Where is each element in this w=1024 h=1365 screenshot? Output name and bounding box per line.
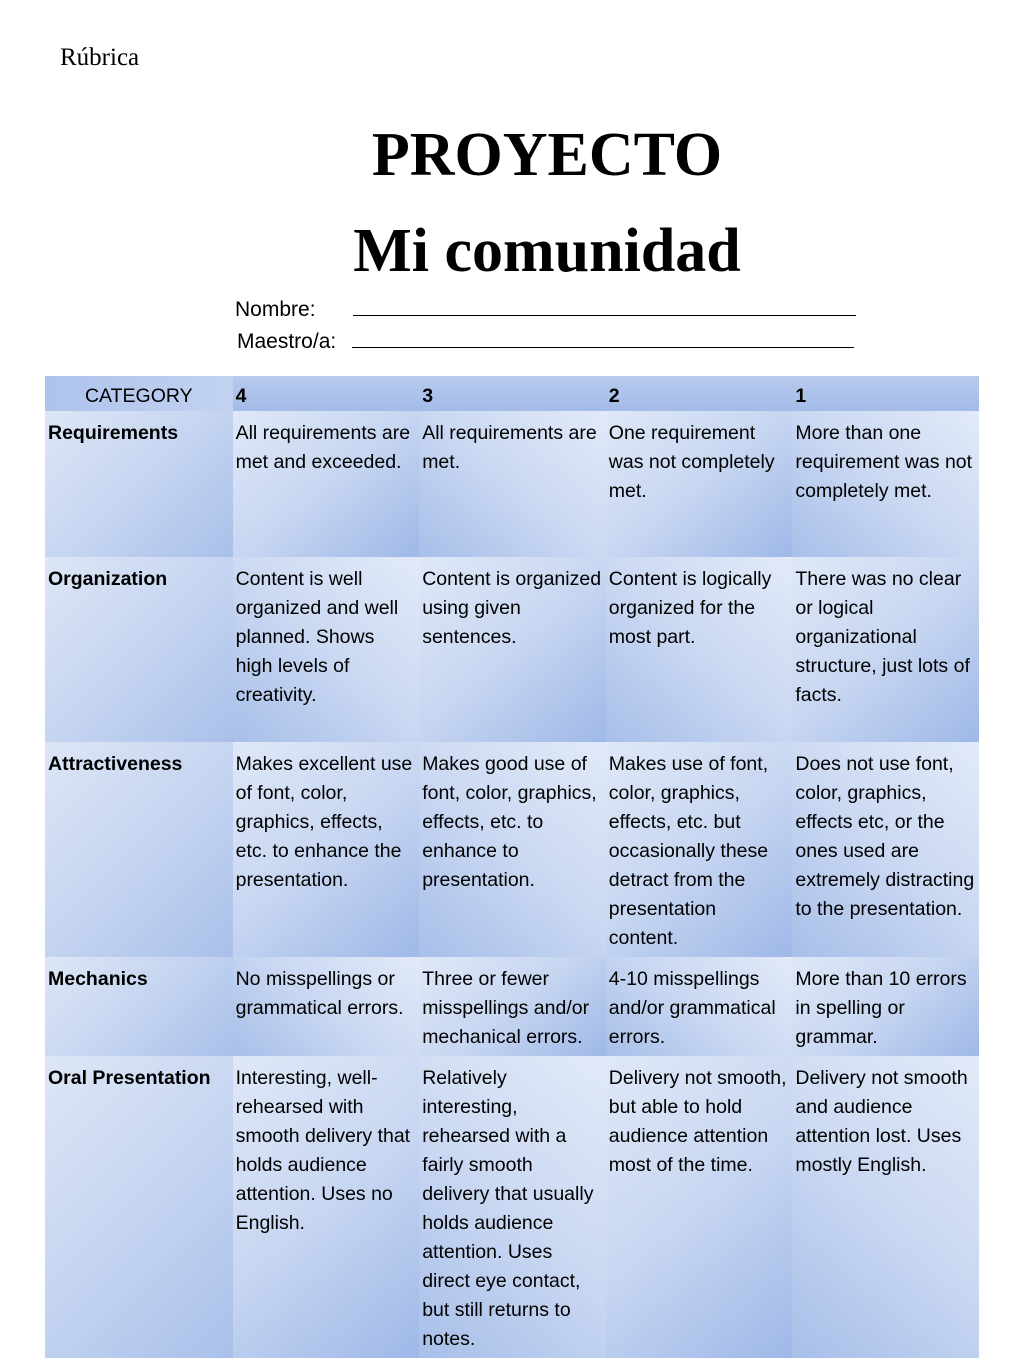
- table-cell: More than one requirement was not completely met.: [792, 411, 979, 557]
- header-label: Rúbrica: [60, 44, 140, 71]
- table-cell: There was no clear or logical organizational structure, just lots of facts.: [792, 557, 979, 742]
- table-cell: 4-10 misspellings and/or grammatical errors.: [606, 957, 793, 1056]
- rubric-table: [45, 376, 979, 1358]
- teacher-label: Maestro/a:: [237, 330, 337, 353]
- table-cell: Content is logically organized for the most part.: [606, 557, 793, 742]
- table-cell: Makes use of font, color, graphics, effects, etc. but occasionally these detract from the presentation content.: [606, 742, 793, 957]
- table-cell: Relatively interesting, rehearsed with a fairly smooth delivery that usually holds audience attention. Uses direct eye contact, but still returns to notes.: [419, 1056, 606, 1358]
- name-field: [235, 297, 856, 322]
- header-level-4: 4: [233, 376, 420, 411]
- page-title: PROYECTO: [371, 121, 723, 189]
- header-level-1: 1: [792, 376, 979, 411]
- table-cell: Delivery not smooth, but able to hold audience attention most of the time.: [606, 1056, 793, 1358]
- table-row: [45, 742, 979, 957]
- table-header-row: [45, 376, 979, 411]
- table-row: [45, 957, 979, 1056]
- table-row: [45, 411, 979, 557]
- table-cell: Interesting, well-rehearsed with smooth delivery that holds audience attention. Uses no English.: [233, 1056, 420, 1358]
- row-category: Attractiveness: [45, 742, 233, 957]
- page-subtitle: Mi comunidad: [353, 217, 741, 285]
- table-cell: Three or fewer misspellings and/or mechanical errors.: [419, 957, 606, 1056]
- row-category: Requirements: [45, 411, 233, 557]
- table-cell: Makes good use of font, color, graphics, effects, etc. to enhance to presentation.: [419, 742, 606, 957]
- teacher-blank-line: [352, 329, 854, 348]
- header-level-3: 3: [419, 376, 606, 411]
- row-category: Mechanics: [45, 957, 233, 1056]
- table-cell: One requirement was not completely met.: [606, 411, 793, 557]
- header-level-2: 2: [606, 376, 793, 411]
- table-row: [45, 1056, 979, 1358]
- table-cell: Content is organized using given sentences.: [419, 557, 606, 742]
- table-cell: Delivery not smooth and audience attention lost. Uses mostly English.: [792, 1056, 979, 1358]
- table-cell: No misspellings or grammatical errors.: [233, 957, 420, 1056]
- table-cell: Makes excellent use of font, color, graphics, effects, etc. to enhance the presentation.: [233, 742, 420, 957]
- row-category: Organization: [45, 557, 233, 742]
- teacher-field: [237, 329, 854, 354]
- table-cell: All requirements are met.: [419, 411, 606, 557]
- header-category: CATEGORY: [45, 376, 233, 411]
- table-cell: Content is well organized and well planned. Shows high levels of creativity.: [233, 557, 420, 742]
- table-cell: Does not use font, color, graphics, effects etc, or the ones used are extremely distracting to the presentation.: [792, 742, 979, 957]
- row-category: Oral Presentation: [45, 1056, 233, 1358]
- table-row: [45, 557, 979, 742]
- table-cell: All requirements are met and exceeded.: [233, 411, 420, 557]
- name-blank-line: [353, 297, 856, 316]
- name-label: Nombre:: [235, 298, 316, 321]
- table-cell: More than 10 errors in spelling or grammar.: [792, 957, 979, 1056]
